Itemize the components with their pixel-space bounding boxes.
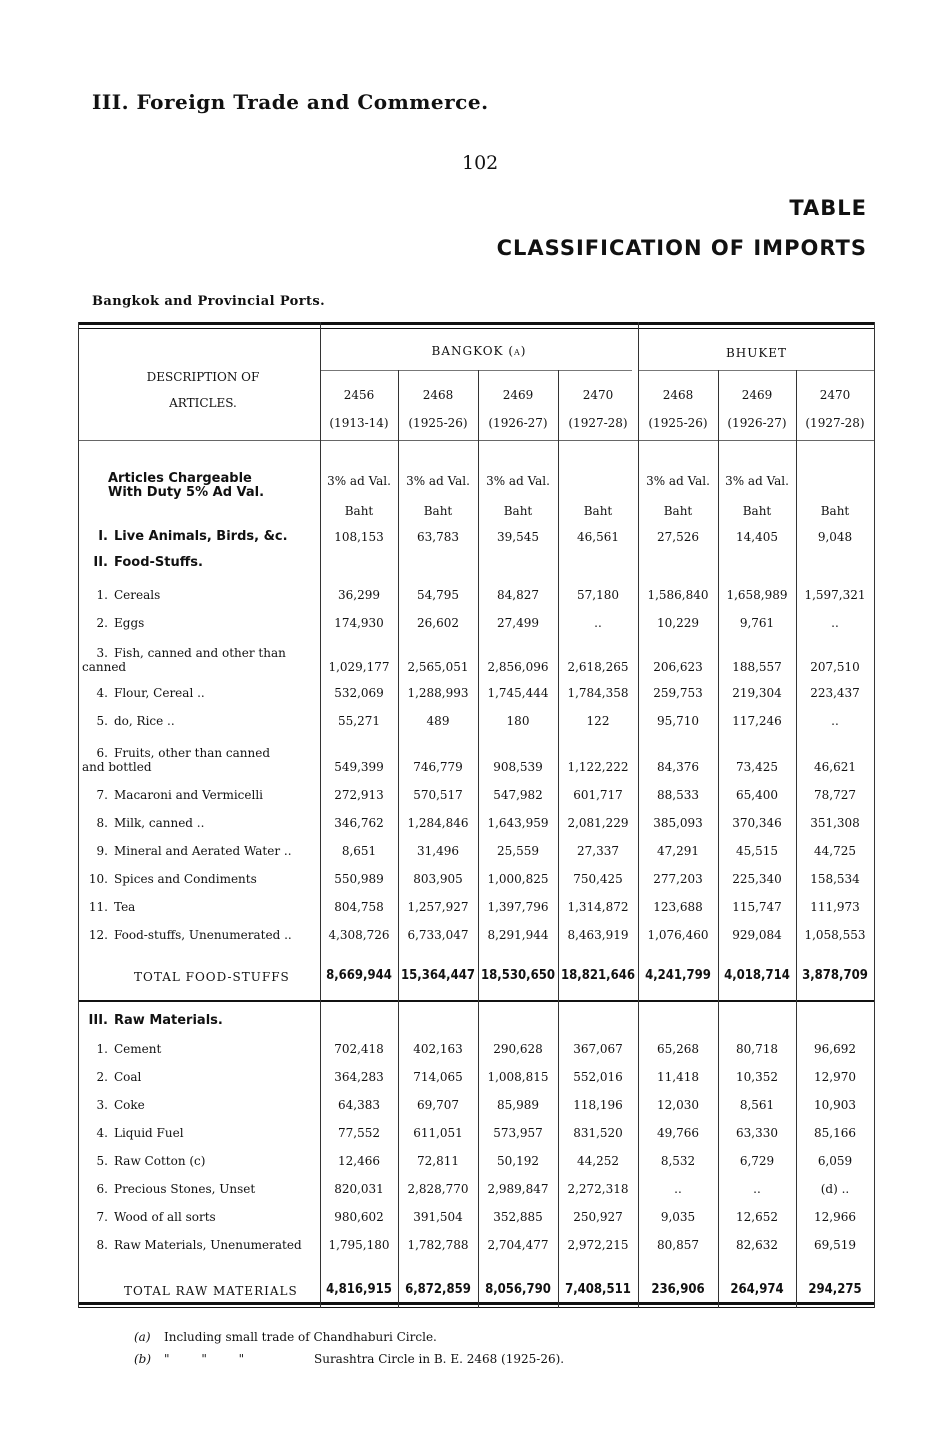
- cell-value: 385,093: [653, 816, 703, 830]
- cell-value: 8,291,944: [487, 928, 549, 942]
- row-number: 1.: [96, 588, 108, 602]
- cell-value: 1,597,321: [804, 588, 866, 602]
- cell-value: 45,515: [736, 844, 778, 858]
- table-row-label: [82, 928, 322, 942]
- cell-value: 55,271: [338, 714, 380, 728]
- table-label: TABLE: [789, 196, 867, 220]
- footnote-mark: (b): [134, 1352, 152, 1366]
- section-label: Food-Stuffs.: [114, 555, 203, 570]
- cell-value: 77,552: [338, 1126, 380, 1140]
- duty-rate: 3% ad Val.: [646, 474, 710, 488]
- table-top-rule-thin: [78, 328, 875, 329]
- cell-value: 980,602: [334, 1210, 384, 1224]
- cell-value: 26,602: [417, 616, 459, 630]
- row-number: 1.: [96, 1042, 108, 1056]
- cell-value: 10,352: [736, 1070, 778, 1084]
- cell-value: 750,425: [573, 872, 623, 886]
- cell-value: 259,753: [653, 686, 703, 700]
- total-label: TOTAL RAW MATERIALS: [124, 1284, 298, 1298]
- cell-value: 9,761: [739, 616, 775, 630]
- column-period: (1925-26): [408, 416, 468, 430]
- unit-label: Baht: [820, 504, 850, 518]
- cell-value: ..: [753, 1182, 761, 1196]
- cell-value: 746,779: [413, 760, 463, 774]
- cell-value: 2,272,318: [567, 1182, 629, 1196]
- table-row-label: [82, 1238, 322, 1252]
- unit-label: Baht: [423, 504, 453, 518]
- cell-value: ..: [831, 714, 839, 728]
- cell-value: 123,688: [653, 900, 703, 914]
- region-heading: Bangkok and Provincial Ports.: [92, 294, 326, 309]
- section-label: Live Animals, Birds, &c.: [114, 529, 288, 544]
- footnote-mark: (a): [134, 1330, 151, 1344]
- cell-value: 6,059: [817, 1154, 853, 1168]
- cell-value: 73,425: [736, 760, 778, 774]
- cell-value: 1,122,222: [567, 760, 629, 774]
- cell-value: 219,304: [732, 686, 782, 700]
- total-value: 8,669,944: [326, 968, 392, 983]
- cell-value: 36,299: [338, 588, 380, 602]
- cell-value: 95,710: [657, 714, 699, 728]
- description-header: DESCRIPTION OF ARTICLES.: [146, 370, 260, 410]
- table-row-label: [82, 900, 322, 914]
- row-number: 8.: [96, 1238, 108, 1252]
- cell-value: 85,166: [814, 1126, 856, 1140]
- cell-value: 2,972,215: [567, 1238, 629, 1252]
- cell-value: 69,519: [814, 1238, 856, 1252]
- cell-value: 11,418: [657, 1070, 699, 1084]
- page-number: 102: [462, 152, 499, 174]
- footnote-text: Including small trade of Chandhaburi Circle.: [164, 1330, 437, 1344]
- row-label-text: Raw Materials, Unenumerated: [114, 1238, 302, 1252]
- cell-value: 14,405: [736, 530, 778, 544]
- cell-value: 25,559: [497, 844, 539, 858]
- cell-value: 1,745,444: [487, 686, 549, 700]
- row-number: 4.: [96, 686, 108, 700]
- cell-value: 9,048: [817, 530, 853, 544]
- unit-label: Baht: [344, 504, 374, 518]
- unit-label: Baht: [503, 504, 533, 518]
- cell-value: 1,658,989: [726, 588, 788, 602]
- cell-value: 573,957: [493, 1126, 543, 1140]
- cell-value: 65,400: [736, 788, 778, 802]
- column-year: 2469: [502, 388, 534, 402]
- cell-value: 2,081,229: [567, 816, 629, 830]
- duty-rate: 3% ad Val.: [725, 474, 789, 488]
- cell-value: 2,618,265: [567, 660, 629, 674]
- cell-value: ..: [674, 1182, 682, 1196]
- column-period: (1927-28): [568, 416, 628, 430]
- cell-value: 391,504: [413, 1210, 463, 1224]
- food-total-rule: [78, 1000, 875, 1002]
- row-label-text: Wood of all sorts: [114, 1210, 216, 1224]
- bhuket-group-rule: [638, 370, 875, 371]
- column-period: (1925-26): [648, 416, 708, 430]
- cell-value: 290,628: [493, 1042, 543, 1056]
- group-header-bhuket: BHUKET: [725, 346, 788, 360]
- row-label-text: Liquid Fuel: [114, 1126, 184, 1140]
- row-number: 10.: [88, 872, 108, 886]
- cell-value: 364,283: [334, 1070, 384, 1084]
- table-row-label: [82, 1098, 322, 1112]
- cell-value: 10,229: [657, 616, 699, 630]
- cell-value: 352,885: [493, 1210, 543, 1224]
- cell-value: 72,811: [417, 1154, 459, 1168]
- column-period: (1926-27): [488, 416, 548, 430]
- cell-value: 2,989,847: [487, 1182, 549, 1196]
- unit-label: Baht: [742, 504, 772, 518]
- cell-value: 12,966: [814, 1210, 856, 1224]
- cell-value: 96,692: [814, 1042, 856, 1056]
- column-period: (1927-28): [805, 416, 865, 430]
- cell-value: 80,857: [657, 1238, 699, 1252]
- cell-value: 714,065: [413, 1070, 463, 1084]
- section-heading: [82, 530, 322, 544]
- cell-value: 65,268: [657, 1042, 699, 1056]
- section-number: III.: [88, 1013, 108, 1028]
- cell-value: 1,314,872: [567, 900, 629, 914]
- column-period: (1926-27): [727, 416, 787, 430]
- row-label-text: Coal: [114, 1070, 142, 1084]
- section-number: II.: [93, 555, 108, 570]
- cell-value: 6,733,047: [407, 928, 469, 942]
- group-header-bangkok: BANGKOK (a): [431, 344, 527, 358]
- cell-value: 702,418: [334, 1042, 384, 1056]
- column-year: 2470: [819, 388, 851, 402]
- total-value: 4,018,714: [724, 968, 790, 983]
- cell-value: 1,643,959: [487, 816, 549, 830]
- row-number: 9.: [96, 844, 108, 858]
- cell-value: 1,076,460: [647, 928, 709, 942]
- row-label-text: Spices and Condiments: [114, 872, 257, 886]
- table-row-label: [82, 1182, 322, 1196]
- duty-heading: Articles Chargeable With Duty 5% Ad Val.: [108, 471, 265, 500]
- cell-value: 88,533: [657, 788, 699, 802]
- row-label-text: Macaroni and Vermicelli: [114, 788, 263, 802]
- cell-value: 84,827: [497, 588, 539, 602]
- cell-value: 367,067: [573, 1042, 623, 1056]
- column-year: 2456: [343, 388, 375, 402]
- row-number: 5.: [96, 1154, 108, 1168]
- cell-value: 108,153: [334, 530, 384, 544]
- cell-value: 188,557: [732, 660, 782, 674]
- cell-value: 115,747: [732, 900, 782, 914]
- row-number: 2.: [96, 616, 108, 630]
- footnote-a: [134, 1326, 564, 1348]
- cell-value: 122: [586, 714, 610, 728]
- cell-value: 84,376: [657, 760, 699, 774]
- cell-value: 1,795,180: [328, 1238, 390, 1252]
- cell-value: 1,288,993: [407, 686, 469, 700]
- cell-value: 8,561: [739, 1098, 775, 1112]
- cell-value: 272,913: [334, 788, 384, 802]
- cell-value: 1,257,927: [407, 900, 469, 914]
- unit-label: Baht: [583, 504, 613, 518]
- table-row-label: [82, 844, 322, 858]
- cell-value: 63,330: [736, 1126, 778, 1140]
- row-label-text: Fruits, other than canned and bottled: [82, 746, 271, 774]
- cell-value: 85,989: [497, 1098, 539, 1112]
- cell-value: 54,795: [417, 588, 459, 602]
- row-label-text: do, Rice ..: [114, 714, 175, 728]
- cell-value: 64,383: [338, 1098, 380, 1112]
- column-period: (1913-14): [329, 416, 389, 430]
- cell-value: 8,463,919: [567, 928, 629, 942]
- footnote-text: Surashtra Circle in B. E. 2468 (1925-26).: [314, 1352, 565, 1366]
- cell-value: 1,000,825: [487, 872, 549, 886]
- cell-value: 402,163: [413, 1042, 463, 1056]
- cell-value: 1,058,553: [804, 928, 866, 942]
- cell-value: 111,973: [810, 900, 860, 914]
- row-label-text: Flour, Cereal ..: [114, 686, 205, 700]
- cell-value: 12,652: [736, 1210, 778, 1224]
- cell-value: 804,758: [334, 900, 384, 914]
- table-row-label: [82, 816, 322, 830]
- cell-value: 12,030: [657, 1098, 699, 1112]
- row-label-text: Milk, canned ..: [114, 816, 205, 830]
- total-value: 6,872,859: [405, 1282, 471, 1297]
- cell-value: 1,397,796: [487, 900, 549, 914]
- section-number: I.: [98, 529, 108, 544]
- cell-value: 27,499: [497, 616, 539, 630]
- footnote-b: [134, 1348, 564, 1370]
- cell-value: 250,927: [573, 1210, 623, 1224]
- cell-value: 31,496: [417, 844, 459, 858]
- row-number: 6.: [96, 1182, 108, 1196]
- cell-value: 611,051: [413, 1126, 463, 1140]
- cell-value: 225,340: [732, 872, 782, 886]
- table-row-label: [82, 686, 322, 700]
- cell-value: 1,008,815: [487, 1070, 549, 1084]
- cell-value: 44,725: [814, 844, 856, 858]
- cell-value: 820,031: [334, 1182, 384, 1196]
- row-number: 2.: [96, 1070, 108, 1084]
- total-value: 4,816,915: [326, 1282, 392, 1297]
- total-value: 236,906: [651, 1282, 705, 1297]
- header-rule: [78, 440, 875, 441]
- total-value: 4,241,799: [645, 968, 711, 983]
- bangkok-group-rule: [320, 370, 632, 371]
- row-number: 3.: [96, 646, 108, 660]
- total-value: 18,821,646: [561, 968, 635, 983]
- cell-value: 207,510: [810, 660, 860, 674]
- cell-value: 223,437: [810, 686, 860, 700]
- col-rule: [78, 322, 79, 1308]
- unit-label: Baht: [663, 504, 693, 518]
- cell-value: 63,783: [417, 530, 459, 544]
- cell-value: 1,284,846: [407, 816, 469, 830]
- cell-value: 47,291: [657, 844, 699, 858]
- cell-value: 12,466: [338, 1154, 380, 1168]
- cell-value: 174,930: [334, 616, 384, 630]
- cell-value: 46,561: [577, 530, 619, 544]
- table-row-label: [82, 588, 322, 602]
- cell-value: 206,623: [653, 660, 703, 674]
- cell-value: 118,196: [573, 1098, 623, 1112]
- cell-value: 489: [426, 714, 450, 728]
- cell-value: 570,517: [413, 788, 463, 802]
- cell-value: 549,399: [334, 760, 384, 774]
- row-number: 3.: [96, 1098, 108, 1112]
- cell-value: 2,565,051: [407, 660, 469, 674]
- cell-value: 346,762: [334, 816, 384, 830]
- cell-value: 78,727: [814, 788, 856, 802]
- row-label-text: Eggs: [114, 616, 145, 630]
- duty-rate: 3% ad Val.: [406, 474, 470, 488]
- table-row-label: [82, 1126, 322, 1140]
- table-row-label: [82, 1154, 322, 1168]
- cell-value: 82,632: [736, 1238, 778, 1252]
- cell-value: 552,016: [573, 1070, 623, 1084]
- section-heading: [82, 1014, 322, 1028]
- footnotes: [134, 1326, 564, 1370]
- cell-value: 117,246: [732, 714, 782, 728]
- cell-value: 158,534: [810, 872, 860, 886]
- section-label: Raw Materials.: [114, 1013, 223, 1028]
- total-value: 7,408,511: [565, 1282, 631, 1297]
- cell-value: (d) ..: [820, 1182, 850, 1196]
- cell-value: 1,782,788: [407, 1238, 469, 1252]
- table-row-label: [82, 746, 322, 774]
- cell-value: 44,252: [577, 1154, 619, 1168]
- cell-value: 27,337: [577, 844, 619, 858]
- row-number: 4.: [96, 1126, 108, 1140]
- table-row-label: [82, 1042, 322, 1056]
- cell-value: 39,545: [497, 530, 539, 544]
- cell-value: 57,180: [577, 588, 619, 602]
- row-label-text: Precious Stones, Unset: [114, 1182, 256, 1196]
- table-row-label: [82, 872, 322, 886]
- row-label-text: Fish, canned and other than canned: [82, 646, 286, 674]
- cell-value: 2,704,477: [487, 1238, 549, 1252]
- table-top-rule: [78, 322, 875, 325]
- column-year: 2470: [582, 388, 614, 402]
- cell-value: 929,084: [732, 928, 782, 942]
- table-bottom-rule-thin: [78, 1307, 875, 1308]
- cell-value: ..: [831, 616, 839, 630]
- imports-table: [78, 322, 875, 1308]
- section-heading: [82, 556, 322, 570]
- total-value: 294,275: [808, 1282, 862, 1297]
- cell-value: 9,035: [660, 1210, 696, 1224]
- cell-value: 50,192: [497, 1154, 539, 1168]
- cell-value: 2,828,770: [407, 1182, 469, 1196]
- cell-value: 831,520: [573, 1126, 623, 1140]
- column-year: 2468: [422, 388, 454, 402]
- row-label-text: Mineral and Aerated Water ..: [114, 844, 292, 858]
- duty-rate: 3% ad Val.: [486, 474, 550, 488]
- row-label-text: Raw Cotton (c): [114, 1154, 206, 1168]
- cell-value: ..: [594, 616, 602, 630]
- cell-value: 908,539: [493, 760, 543, 774]
- footnote-ditto: " " ": [164, 1352, 259, 1366]
- cell-value: 80,718: [736, 1042, 778, 1056]
- cell-value: 547,982: [493, 788, 543, 802]
- cell-value: 2,856,096: [487, 660, 549, 674]
- cell-value: 4,308,726: [328, 928, 390, 942]
- cell-value: 532,069: [334, 686, 384, 700]
- table-row-label: [82, 646, 322, 674]
- row-label-text: Tea: [114, 900, 136, 914]
- row-number: 12.: [88, 928, 108, 942]
- cell-value: 601,717: [573, 788, 623, 802]
- cell-value: 351,308: [810, 816, 860, 830]
- cell-value: 8,532: [660, 1154, 696, 1168]
- table-title: CLASSIFICATION OF IMPORTS: [496, 236, 867, 260]
- cell-value: 49,766: [657, 1126, 699, 1140]
- cell-value: 370,346: [732, 816, 782, 830]
- cell-value: 180: [506, 714, 530, 728]
- cell-value: 550,989: [334, 872, 384, 886]
- row-label-text: Cereals: [114, 588, 161, 602]
- total-value: 15,364,447: [401, 968, 475, 983]
- row-number: 6.: [96, 746, 108, 760]
- row-number: 11.: [88, 900, 108, 914]
- column-year: 2469: [741, 388, 773, 402]
- col-rule: [874, 322, 875, 1308]
- row-label-text: Cement: [114, 1042, 162, 1056]
- table-row-label: [82, 788, 322, 802]
- table-bottom-rule: [78, 1302, 875, 1305]
- cell-value: 12,970: [814, 1070, 856, 1084]
- table-row-label: [82, 714, 322, 728]
- row-number: 7.: [96, 1210, 108, 1224]
- cell-value: 1,784,358: [567, 686, 629, 700]
- section-heading: III. Foreign Trade and Commerce.: [92, 90, 489, 114]
- cell-value: 69,707: [417, 1098, 459, 1112]
- total-value: 264,974: [730, 1282, 784, 1297]
- table-row-label: [82, 616, 322, 630]
- column-year: 2468: [662, 388, 694, 402]
- row-label-text: Coke: [114, 1098, 145, 1112]
- cell-value: 8,651: [341, 844, 377, 858]
- total-label: TOTAL FOOD-STUFFS: [134, 970, 290, 984]
- cell-value: 277,203: [653, 872, 703, 886]
- cell-value: 803,905: [413, 872, 463, 886]
- duty-rate: 3% ad Val.: [327, 474, 391, 488]
- cell-value: 10,903: [814, 1098, 856, 1112]
- total-value: 18,530,650: [481, 968, 555, 983]
- row-label-text: Food-stuffs, Unenumerated ..: [114, 928, 292, 942]
- cell-value: 1,029,177: [328, 660, 390, 674]
- cell-value: 6,729: [739, 1154, 775, 1168]
- table-row-label: [82, 1070, 322, 1084]
- row-number: 7.: [96, 788, 108, 802]
- total-value: 3,878,709: [802, 968, 868, 983]
- table-row-label: [82, 1210, 322, 1224]
- row-number: 8.: [96, 816, 108, 830]
- cell-value: 27,526: [657, 530, 699, 544]
- cell-value: 1,586,840: [647, 588, 709, 602]
- total-value: 8,056,790: [485, 1282, 551, 1297]
- row-number: 5.: [96, 714, 108, 728]
- cell-value: 46,621: [814, 760, 856, 774]
